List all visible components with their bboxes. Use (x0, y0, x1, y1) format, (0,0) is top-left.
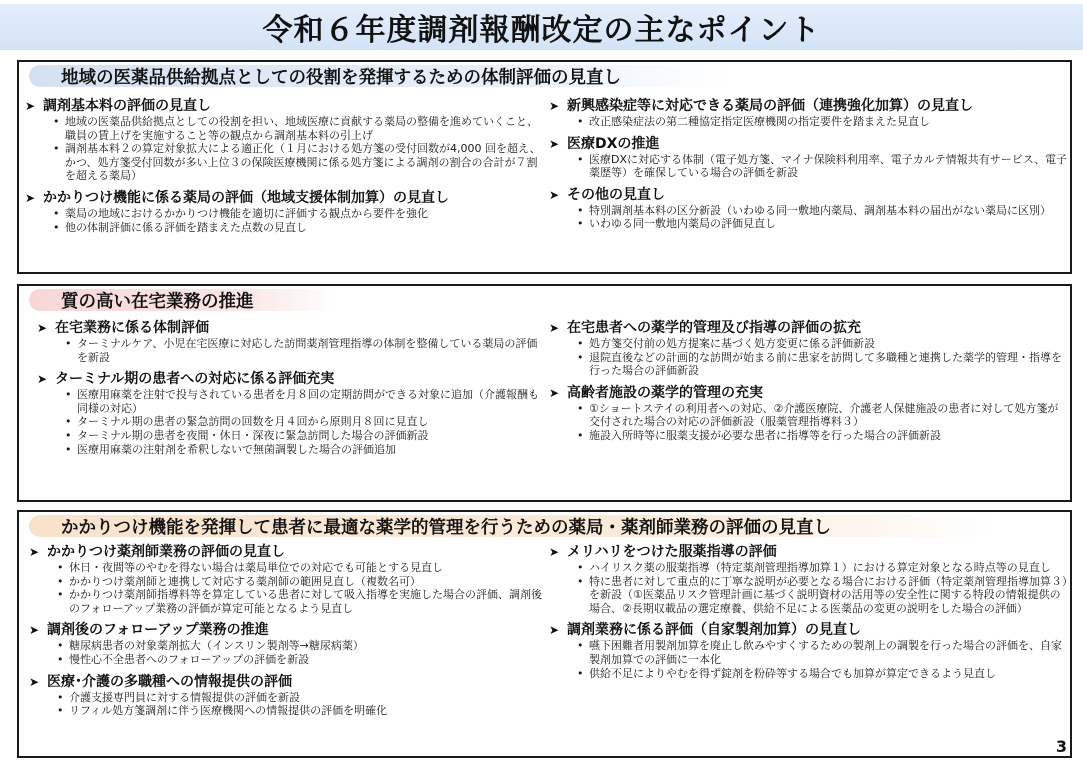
point-heading-text: 調剤基本料の評価の見直し (43, 98, 211, 114)
point-heading (549, 98, 1069, 115)
point-list (577, 153, 1069, 180)
point-heading (549, 385, 1069, 402)
list-item: • 特別調剤基本料の区分新設（いわゆる同一敷地内薬局、調剤基本料の届出がない薬局に区別） (577, 204, 1069, 218)
point-list (577, 337, 1069, 378)
point-group (549, 320, 1069, 378)
list-item: • 他の体制評価に係る評価を踏まえた点数の見直し (53, 221, 545, 235)
arrow-bullet-icon: ➤ (29, 545, 40, 559)
point-list (65, 388, 545, 456)
list-item: • 改正感染症法の第二種協定指定医療機関の指定要件を踏まえた見直し (577, 115, 1069, 129)
arrow-bullet-icon: ➤ (549, 545, 560, 559)
point-group (37, 320, 545, 364)
point-list (577, 561, 1069, 615)
list-item: • 嚥下困難者用製剤加算を廃止し飲みやすくするための製剤上の調製を行った場合の評価を、自家製剤加算での評価に一本化 (577, 639, 1069, 666)
point-list (53, 115, 545, 183)
arrow-bullet-icon: ➤ (549, 321, 560, 335)
point-group (25, 190, 545, 234)
section-home-care (17, 284, 1072, 502)
point-heading-text: 調剤後のフォローアップ業務の推進 (47, 622, 269, 639)
arrow-bullet-icon: ➤ (25, 190, 36, 205)
point-heading-text: ターミナル期の患者への対応に係る評価充実 (55, 371, 335, 388)
point-list (577, 639, 1069, 680)
arrow-bullet-icon: ➤ (549, 623, 560, 638)
list-item: • 医療DXに対応する体制（電子処方箋、マイナ保険料利用率、電子カルテ情報共有サービス、電子薬歴等）を確保している場合の評価を新設 (577, 153, 1069, 180)
point-group (29, 674, 544, 718)
list-item: • 処方箋交付前の処方提案に基づく処方変更に係る評価新設 (577, 337, 1069, 351)
point-list (65, 337, 545, 364)
arrow-bullet-icon: ➤ (29, 623, 40, 638)
list-item: • ①ショートステイの利用者への対応、②介護医療院、介護老人保健施設の患者に対して処方箋が交付された場合の対応の評価新設（服薬管理指導料３） (577, 402, 1069, 429)
point-list (53, 207, 545, 234)
list-item: • いわゆる同一敷地内薬局の評価見直し (577, 217, 1069, 231)
point-list (577, 402, 1069, 443)
point-heading (29, 544, 544, 561)
arrow-bullet-icon: ➤ (37, 372, 48, 387)
point-heading-text: 新興感染症等に対応できる薬局の評価（連携強化加算）の見直し (567, 98, 973, 114)
point-heading-text: 高齢者施設の薬学的管理の充実 (567, 384, 763, 401)
point-group (29, 544, 544, 615)
list-item: • 糖尿病患者の対象薬剤拡大（インスリン製剤等→糖尿病薬） (57, 639, 544, 653)
point-list (577, 115, 1069, 129)
list-item: • 調剤基本料２の算定対象拡大による適正化（１月における処方箋の受付回数が4,000 回を超え、かつ、処方箋受付回数が多い上位３の保険医療機関に係る処方箋による調剤の割合の合計が７割を超える薬局） (53, 142, 545, 183)
section-supply-hub (17, 60, 1072, 274)
arrow-bullet-icon: ➤ (25, 99, 36, 113)
arrow-bullet-icon: ➤ (549, 187, 560, 202)
page-number: 3 (1055, 737, 1067, 756)
point-heading (37, 320, 545, 337)
list-item: • 介護支援専門員に対する情報提供の評価を新設 (57, 691, 544, 705)
right-column (549, 544, 1069, 687)
point-list (57, 561, 544, 615)
point-heading-text: 在宅業務に係る体制評価 (55, 320, 209, 336)
list-item: • 特に患者に対して重点的に丁寧な説明が必要となる場合における評価（特定薬剤管理指導加算３）を新設（①医薬品リスク管理計画に基づく説明資材の活用等の安全性に関する特段の情報提供の場合、②長期収載品の選定療養、供給不足による医薬品の変更の説明をした場合の評価） (577, 575, 1069, 616)
list-item: • 休日・夜間等のやむを得ない場合は薬局単位での対応でも可能とする見直し (57, 561, 544, 575)
point-list (577, 204, 1069, 231)
point-group (549, 544, 1069, 615)
point-group (549, 187, 1069, 231)
list-item: • ターミナル期の患者を夜間・休日・深夜に緊急訪問した場合の評価新設 (65, 429, 545, 443)
list-item: • 医療用麻薬の注射剤を希釈しないで無菌調製した場合の評価追加 (65, 443, 545, 457)
list-item: • 施設入所時等に服薬支援が必要な患者に指導等を行った場合の評価新設 (577, 429, 1069, 443)
list-item: • 医療用麻薬を注射で投与されている患者を月８回の定期訪問ができる対象に追加（介護報酬も同様の対応） (65, 388, 545, 415)
section-heading: かかりつけ機能を発揮して患者に最適な薬学的管理を行うための薬局・薬剤師業務の評価の見直し (29, 515, 999, 537)
arrow-bullet-icon: ➤ (549, 385, 560, 400)
list-item: • ターミナル期の患者の緊急訪問の回数を月４回から原則月８回に見直し (65, 415, 545, 429)
point-group (549, 385, 1069, 443)
title-bar (0, 4, 1083, 50)
page-title: 令和６年度調剤報酬改定の主なポイント (262, 13, 821, 48)
list-item: • 慢性心不全患者へのフォローアップの評価を新設 (57, 653, 544, 667)
point-heading (549, 622, 1069, 639)
point-group (549, 622, 1069, 680)
point-heading (549, 136, 1069, 153)
list-item: • ハイリスク薬の服薬指導（特定薬剤管理指導加算１）における算定対象となる時点等の見直し (577, 561, 1069, 575)
point-heading-text: その他の見直し (567, 186, 665, 203)
left-column (25, 98, 545, 241)
point-heading (25, 190, 545, 207)
list-item: • ターミナルケア、小児在宅医療に対応した訪問薬剤管理指導の体制を整備している薬局の評価を新設 (65, 337, 545, 364)
point-heading (25, 98, 545, 115)
point-heading (549, 320, 1069, 337)
point-heading (29, 622, 544, 639)
right-column (549, 98, 1069, 238)
point-heading (29, 674, 544, 691)
left-column (29, 544, 544, 725)
arrow-bullet-icon: ➤ (549, 136, 560, 151)
point-heading-text: 調剤業務に係る評価（自家製剤加算）の見直し (567, 622, 861, 639)
point-group (37, 371, 545, 456)
point-list (57, 639, 544, 666)
point-heading-text: 医療･介護の多職種への情報提供の評価 (47, 673, 292, 690)
point-heading (37, 371, 545, 388)
point-group (549, 136, 1069, 180)
list-item: • 薬局の地域におけるかかりつけ機能を適切に評価する観点から要件を強化 (53, 207, 545, 221)
list-item: • かかりつけ薬剤師指導料等を算定している患者に対して吸入指導を実施した場合の評価、調剤後のフォローアップ業務の評価が算定可能となるよう見直し (57, 588, 544, 615)
arrow-bullet-icon: ➤ (549, 99, 560, 113)
point-heading-text: メリハリをつけた服薬指導の評価 (567, 544, 777, 560)
list-item: • 退院直後などの計画的な訪問が始まる前に患家を訪問して多職種と連携した薬学的管理・指導を行った場合の評価新設 (577, 351, 1069, 378)
arrow-bullet-icon: ➤ (29, 674, 40, 689)
point-heading (549, 544, 1069, 561)
section-heading: 地域の医薬品供給拠点としての役割を発揮するための体制評価の見直し (29, 65, 729, 87)
point-group (29, 622, 544, 666)
list-item: • かかりつけ薬剤師と連携して対応する薬剤師の範囲見直し（複数名可） (57, 575, 544, 589)
point-heading-text: 医療DXの推進 (567, 135, 660, 152)
point-heading-text: かかりつけ機能に係る薬局の評価（地域支援体制加算）の見直し (43, 189, 449, 206)
section-heading: 質の高い在宅業務の推進 (29, 289, 339, 311)
point-heading-text: 在宅患者への薬学的管理及び指導の評価の拡充 (567, 320, 861, 336)
point-group (549, 98, 1069, 129)
point-group (25, 98, 545, 183)
arrow-bullet-icon: ➤ (37, 321, 48, 335)
point-list (57, 691, 544, 718)
section-pharmacist-work (17, 510, 1072, 758)
point-heading (549, 187, 1069, 204)
right-column (549, 320, 1069, 450)
point-heading-text: かかりつけ薬剤師業務の評価の見直し (47, 544, 285, 560)
list-item: • 地域の医薬品供給拠点としての役割を担い、地域医療に貢献する薬局の整備を進めていくこと、職員の賃上げを実施すること等の観点から調剤基本料の引上げ (53, 115, 545, 142)
left-column (37, 320, 545, 463)
list-item: • 供給不足によりやむを得ず錠剤を粉砕等する場合でも加算が算定できるよう見直し (577, 667, 1069, 681)
list-item: • リフィル処方箋調剤に伴う医療機関への情報提供の評価を明確化 (57, 704, 544, 718)
